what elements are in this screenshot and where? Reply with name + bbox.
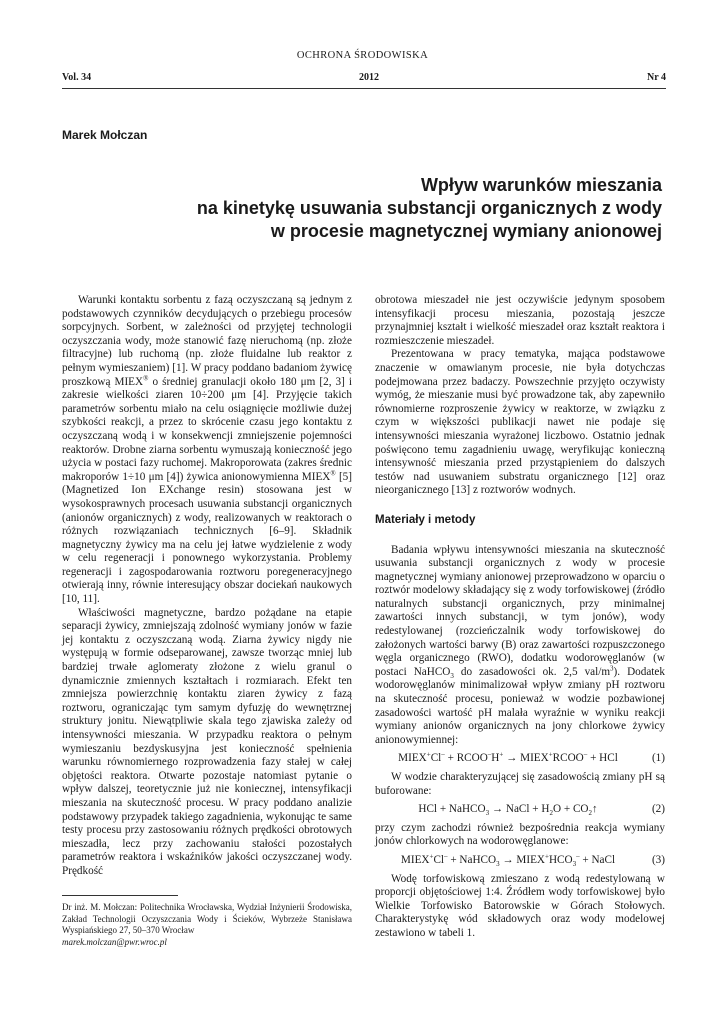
header-rule (62, 88, 666, 89)
methods-paragraph-1: Badania wpływu intensywności mieszania na skuteczność usuwania substancji organicznych z wody w procesie magnetycznej wymiany anionowej przeprowadzono w oparciu o roztwór modelowy składający się z wody torfowiskowej (źródło naturalnych substancji organicznych, przy minimalnej zawartości innych substancji, w tym jonów), wody redestylowanej (rozcieńczalnik wody torfowiskowej do założonych wartości barwy (B) oraz zawartości rozpuszczonego węgla organicznego (RWO), dodatku wodorowęglanów (w postaci NaHCO$_3$ do zasadowości ok. 2,5 val/$m^3$). Dodatek wodorowęglanów minimalizował wpływ zmiany pH roztworu na skuteczność procesu, ponieważ w wodzie pozbawionej zasadowości wartość pH malała wyraźnie w wyniku reakcji wymiany anionów organicznych na jony chlorkowe żywicy anionowymiennej: (375, 543, 665, 746)
issue-number: Nr 4 (647, 72, 666, 83)
intro-paragraph-4: Prezentowana w pracy tematyka, mająca podstawowe znaczenie w omawianym procesie, nie była dotychczas podejmowana przez badaczy. Powszechnie przyjęto oczywisty wymóg, że mieszanie musi być prowadzone tak, aby zapewniło równomierne rozproszenie żywicy w reaktorze, w związku z czym w większości publikacji nawet nie podaje się intensywności mieszania wyrażonej liczbowo. Ostatnio jednak poświęcono temu zagadnieniu uwagę, weryfikując konieczną intensywność mieszania przed przystąpieniem do dalszych testów nad usuwaniem substratu organicznego [12] oraz nieorganicznego [13] z roztworów wodnych. (375, 348, 665, 497)
left-column (62, 294, 352, 879)
issue-info (62, 72, 666, 83)
article-title (62, 174, 662, 243)
title-line-1: Wpływ warunków mieszania (420, 175, 662, 195)
intro-paragraph-2: Właściwości magnetyczne, bardzo pożądane na etapie separacji żywicy, zmniejszają zdolność wymiany jonów w fazie jej kontaktu z oczyszczaną wodą. Ziarna żywicy nigdy nie występują w formie odseparowanej, zawsze tworząc mniej lub bardziej trwałe aglomeraty złożone z wielu granul o dynamicznie zmiennych kształtach i rozmiarach. Efekt ten zmniejsza powierzchnię kontaktu ziaren żywicy z fazą roztworu, ograniczając tym samym dyfuzję do wewnętrznej struktury jonitu. Niewątpliwie skala tego zjawiska zależy od intensywności mieszania. W przypadku reaktora o pełnym wymieszaniu bezdyskusyjna jest konieczność spełnienia warunku równomiernego rozprowadzenia fazy stałej w całej objętości reaktora. Otwarte pozostaje natomiast pytanie o wpływ dalszej, teoretycznie już nie koniecznej, intensyfikacji mieszania na skuteczność procesu. W pracy poddano analizie podstawowy przypadek takiego zagadnienia, wykonując te same testy procesu przy zastosowaniu różnych prędkości obrotowych mieszadła, lecz przy zachowaniu stałości pozostałych parametrów reaktora i wskaźników jakości oczyszczanej wody. Prędkość (62, 606, 352, 877)
author-name: Marek Mołczan (62, 128, 148, 142)
equation-3-number: (3) (651, 853, 665, 866)
title-line-2: na kinetykę usuwania substancji organicznych z wody (196, 198, 662, 218)
equation-1: MIEX+Cl– + RCOO–H+ → MIEX+RCOO– + HCl (1) (398, 750, 665, 765)
methods-paragraph-3: przy czym zachodzi również bezpośrednia reakcja wymiany jonów chlorkowych na wodorowęglanowe: (375, 821, 665, 848)
intro-paragraph-1: Warunki kontaktu sorbentu z fazą oczyszczaną są jednym z podstawowych czynników decydujących o przebiegu procesów sorpcyjnych. Sorbent, w zależności od przyjętej technologii oczyszczania wody, może stanowić fazę nieruchomą (np. złoże filtracyjne) lub ruchomą (np. złoże fluidalne lub reaktor z pełnym wymieszaniem) [1]. W pracy poddano badaniom żywicę proszkową MIEX® o średniej granulacji około 180 μm [2, 3] i zakresie wielkości ziaren 10÷200 μm [4]. Przyjęcie takich parametrów sorbentu miało na celu osiągnięcie możliwie dużej szybkości reakcji, a przez to skrócenie czasu jego kontaktu z oczyszczaną wodą i w konsekwencji zmniejszenie pojemności reaktorów. Drobne ziarna sorbentu wymuszają konieczność jego użycia w postaci fazy ruchomej. Makroporowata (zakres średnic makroporów 1÷10 μm [4]) żywica anionowymienna MIEX® [5] (Magnetized Ion EXchange resin) stosowana jest w wysokosprawnych procesach usuwania substancji organicznych (anionów organicznych) z wody, realizowanych w reaktorach o różnych rozwiązaniach technicznych [6–9]. Składnik magnetyczny żywicy ma na celu jej łatwe wydzielenie z wody w celu regeneracji i ponownego wykorzystania. Problemy regeneracji i zagospodarowania roztworu poregeneracyjnego otwierają inny, równie interesujący obszar dociekań naukowych [10, 11]. (62, 294, 352, 606)
title-line-3: w procesie magnetycznej wymiany anionowej (270, 221, 662, 241)
section-heading-methods: Materiały i metody (375, 513, 476, 526)
right-column (375, 294, 665, 941)
author-email[interactable]: marek.molczan@pwr.wroc.pl (62, 936, 167, 947)
journal-name: OCHRONA ŚRODOWISKA (296, 50, 429, 61)
equation-2-number: (2) (651, 803, 665, 816)
equation-1-number: (1) (651, 752, 665, 765)
year: 2012 (359, 72, 380, 83)
volume: Vol. 34 (62, 72, 92, 83)
methods-paragraph-2: W wodzie charakteryzującej się zasadowością zmiany pH są buforowane: (375, 771, 665, 797)
equation-2: HCl + NaHCO$_3$ → NaCl + $H_2O$ + $CO_2↑$ (2) (418, 803, 665, 818)
methods-paragraph-4: Wodę torfowiskową zmieszano z wodą redestylowaną w proporcji objętościowej 1:4. Źródłem wody torfowiskowej było Wielkie Torfowisko Batorowskie w Górach Stołowych. Charakterystykę wód składowych oraz wody modelowej zestawiono w tabeli 1. (375, 872, 665, 939)
footnote-rule (62, 895, 178, 896)
author-footnote (62, 902, 352, 948)
intro-paragraph-3: obrotowa mieszadeł nie jest oczywiście jedynym sposobem intensyfikacji procesu mieszania, pozostają jeszcze przynajmniej kształt i wielkość mieszadeł oraz kształt reaktora i rozmieszczenie mieszadeł. (375, 294, 665, 347)
equation-3: MIEX+Cl– + NaHCO$_3$ → $MIEX^+HCO_3^-$ + NaCl (3) (400, 852, 665, 869)
affiliation: Dr inż. M. Mołczan: Politechnika Wrocławska, Wydział Inżynierii Środowiska, Zakład Technologii Oczyszczania Wody i Ścieków, Wybrzeże Stanisława Wyspiańskiego 27, 50–370 Wrocław (62, 902, 352, 936)
